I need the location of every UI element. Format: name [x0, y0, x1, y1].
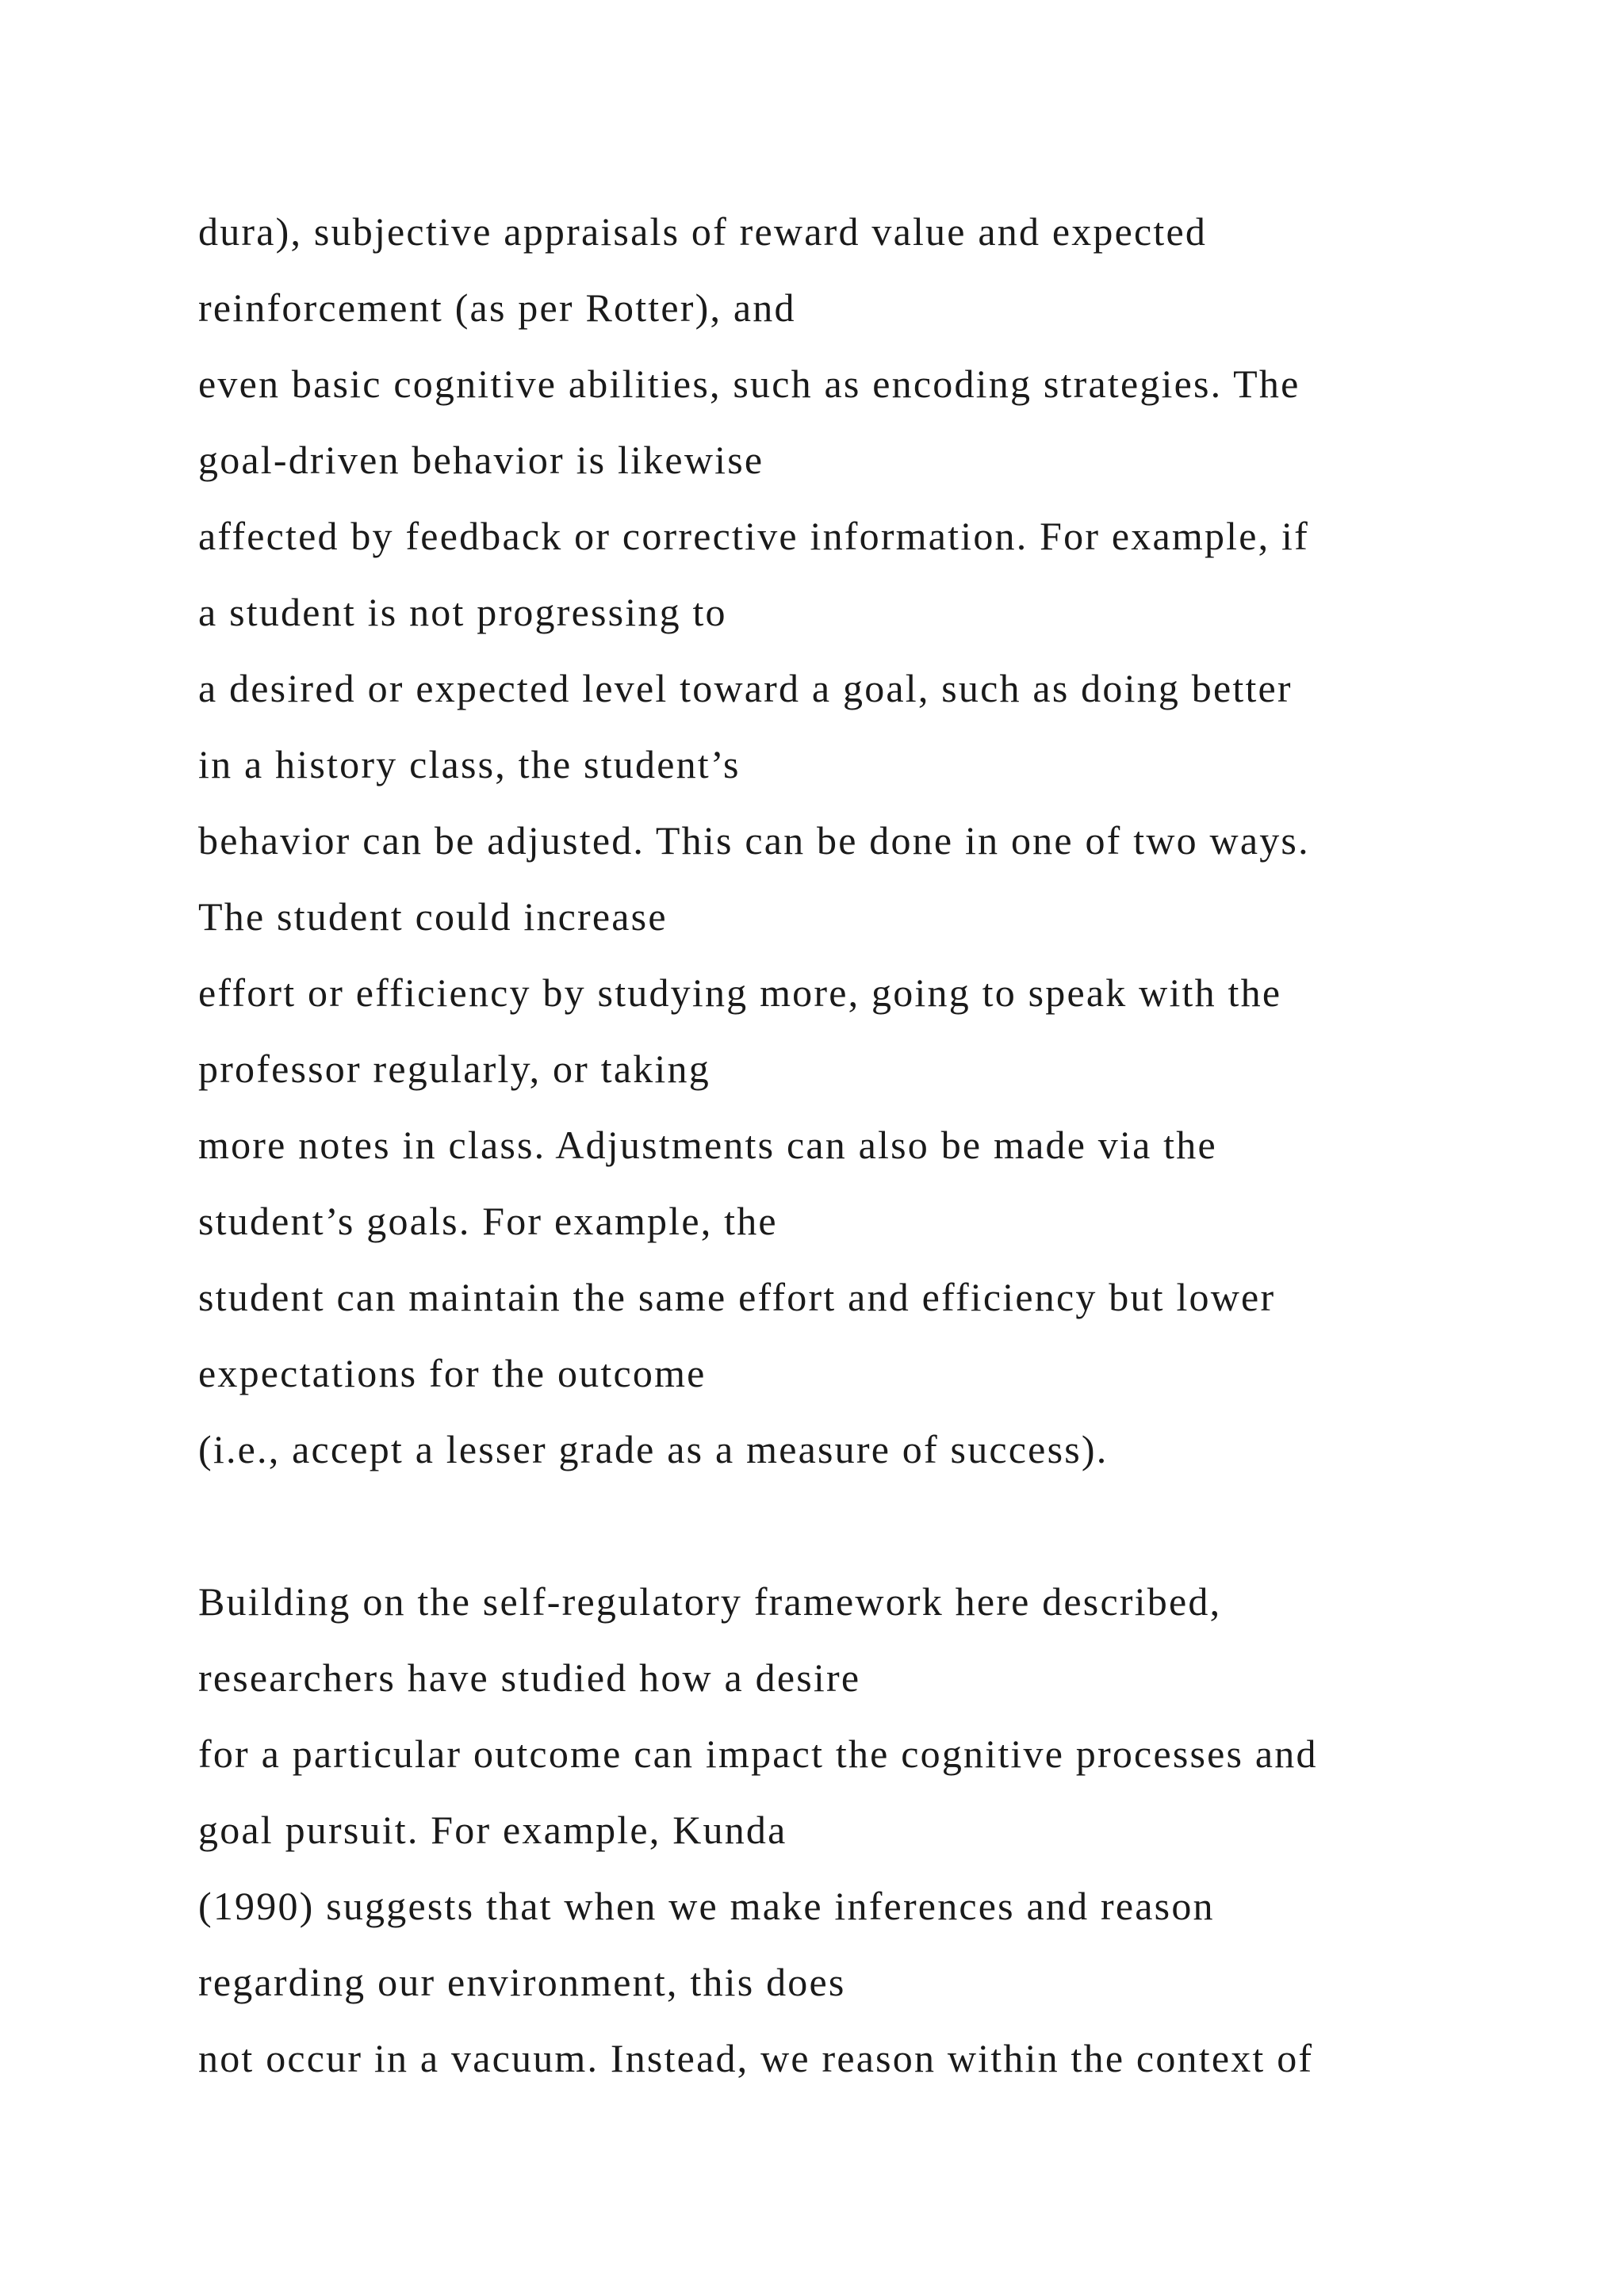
document-body — [198, 193, 1507, 2096]
paragraph — [198, 193, 1507, 1487]
text-line: not occur in a vacuum. Instead, we reason within the context of — [198, 2036, 1314, 2080]
text-line: (1990) suggests that when we make inferences and reason — [198, 1884, 1215, 1928]
paragraph-spacer — [198, 1487, 1507, 1563]
text-line: expectations for the outcome — [198, 1351, 707, 1395]
text-line: a desired or expected level toward a goal, such as doing better — [198, 666, 1293, 710]
text-line: goal-driven behavior is likewise — [198, 438, 764, 482]
text-line: Building on the self-regulatory framework here described, — [198, 1579, 1222, 1624]
text-line: effort or efficiency by studying more, going to speak with the — [198, 970, 1282, 1015]
text-line: for a particular outcome can impact the cognitive processes and — [198, 1732, 1318, 1776]
text-line: affected by feedback or corrective information. For example, if — [198, 514, 1310, 558]
text-line: goal pursuit. For example, Kunda — [198, 1808, 787, 1852]
text-line: regarding our environment, this does — [198, 1960, 846, 2004]
text-line: dura), subjective appraisals of reward value and expected — [198, 209, 1208, 254]
text-line: in a history class, the student’s — [198, 742, 741, 786]
text-line: student’s goals. For example, the — [198, 1199, 778, 1243]
text-line: even basic cognitive abilities, such as encoding strategies. The — [198, 362, 1300, 406]
text-line: a student is not progressing to — [198, 590, 727, 634]
text-line: The student could increase — [198, 894, 668, 939]
text-line: professor regularly, or taking — [198, 1047, 710, 1091]
text-line: more notes in class. Adjustments can also be made via the — [198, 1123, 1217, 1167]
text-line: student can maintain the same effort and efficiency but lower — [198, 1275, 1276, 1319]
text-line: (i.e., accept a lesser grade as a measure of success). — [198, 1427, 1109, 1471]
text-line: behavior can be adjusted. This can be done in one of two ways. — [198, 818, 1310, 863]
text-line: researchers have studied how a desire — [198, 1655, 861, 1700]
text-line: reinforcement (as per Rotter), and — [198, 285, 796, 330]
paragraph — [198, 1563, 1507, 2096]
